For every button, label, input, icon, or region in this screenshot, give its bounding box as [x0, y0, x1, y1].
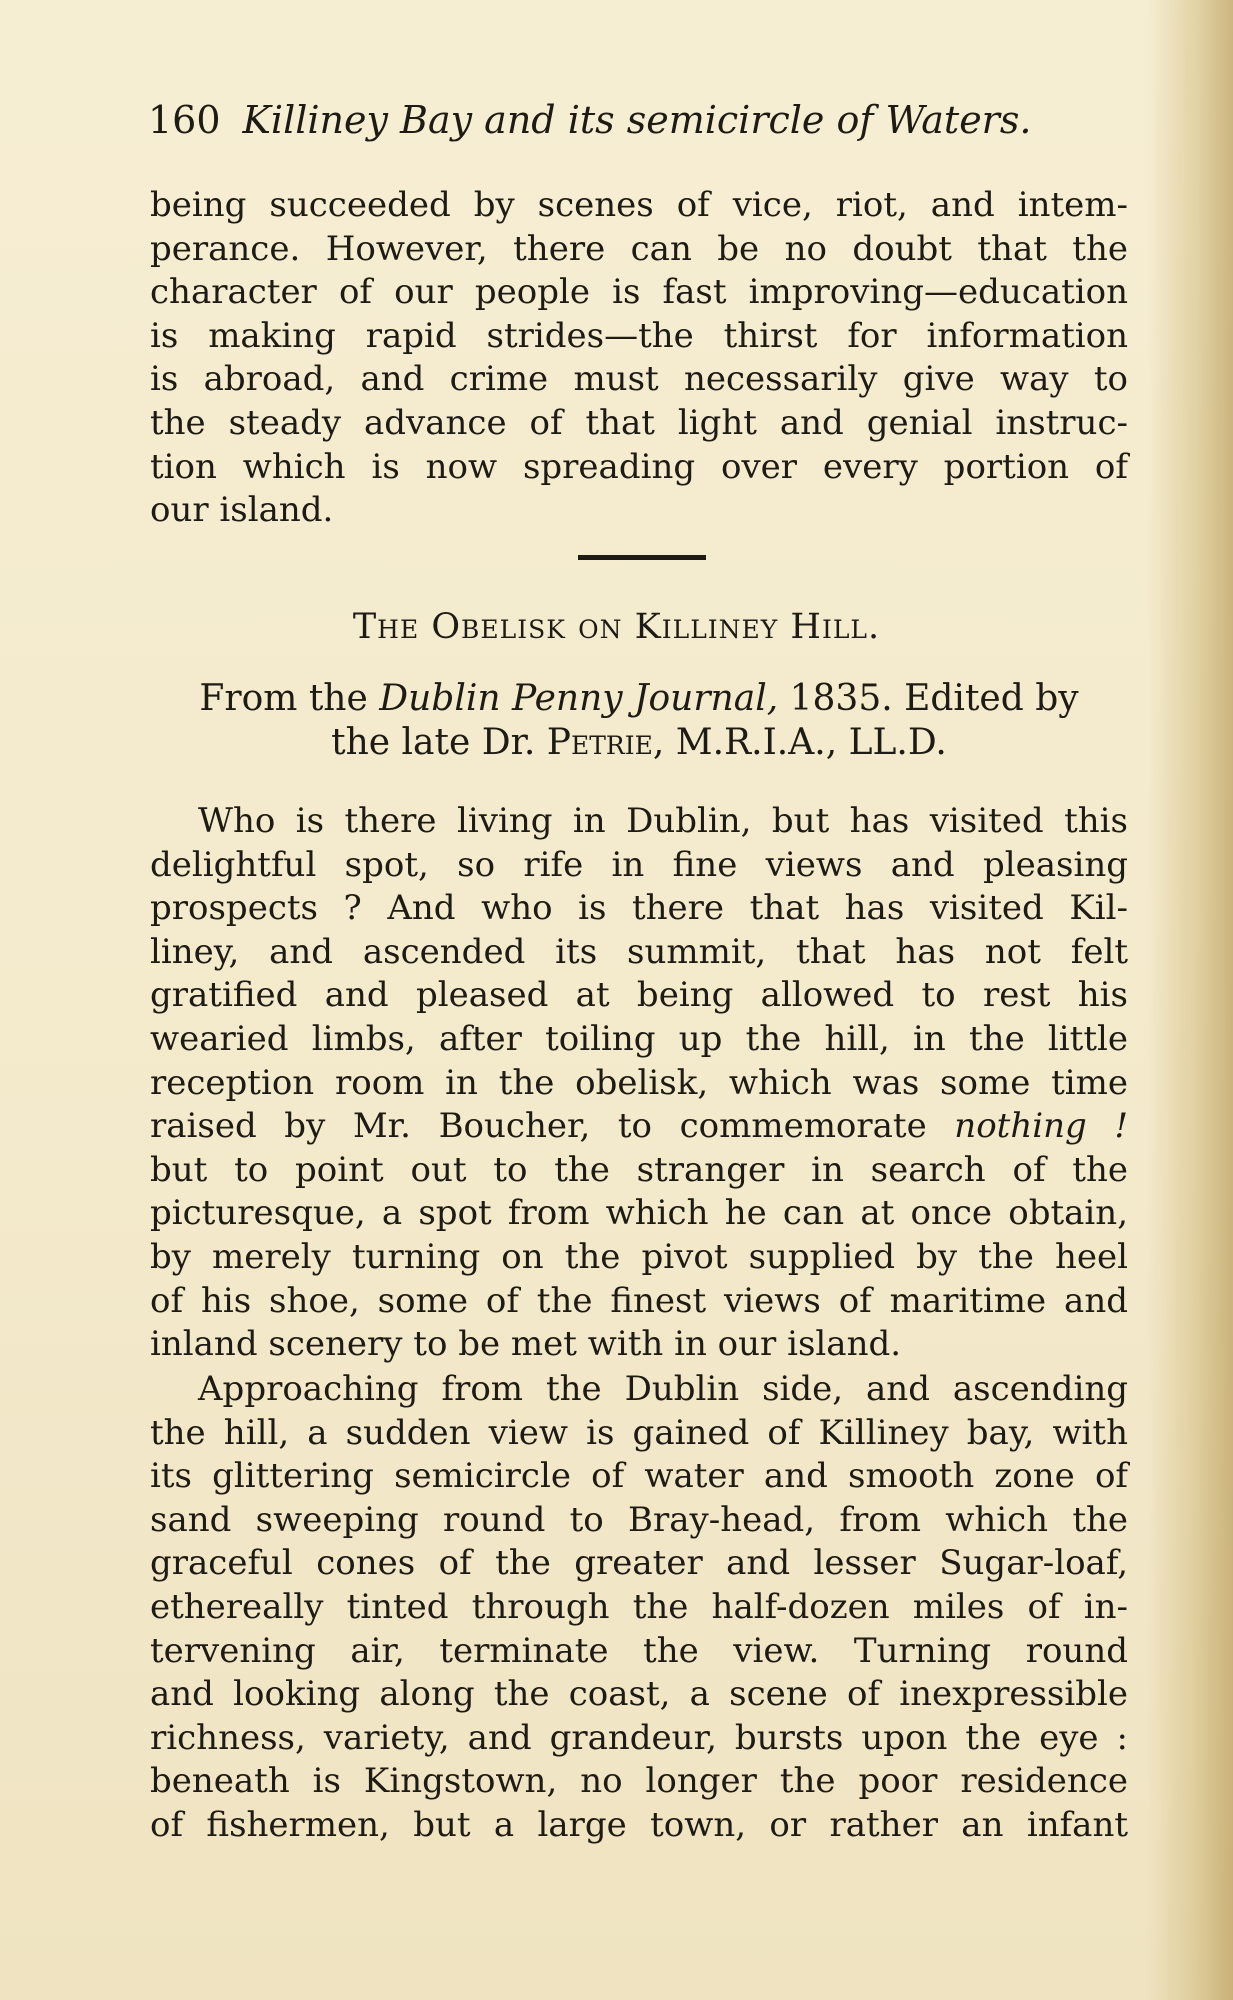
- source-citation: [150, 677, 1128, 765]
- text-line: our island.: [150, 490, 334, 531]
- paragraph-1: [150, 184, 1128, 533]
- text-line: by merely turning on the pivot supplied by the heel: [150, 1236, 1128, 1277]
- page-number: 160: [148, 98, 221, 142]
- section-divider-rule: [578, 555, 706, 560]
- source-suffix: 1835. Edited by: [778, 678, 1079, 719]
- source-line2-a: the late Dr.: [331, 722, 547, 763]
- emphasis-text: nothing !: [954, 1106, 1128, 1147]
- text-line: tervening air, terminate the view. Turning round: [150, 1630, 1128, 1671]
- source-prefix: From the: [199, 678, 380, 719]
- source-line2-b: , M.R.I.A., LL.D.: [652, 722, 947, 763]
- section-heading-text: The Obelisk on Killiney Hill.: [352, 607, 881, 647]
- running-title: Killiney Bay and its semicircle of Waters.: [242, 98, 1032, 142]
- text-line: [150, 1105, 1128, 1149]
- text-line: beneath is Kingstown, no longer the poor residence: [150, 1761, 1128, 1802]
- paragraph-3: [150, 1368, 1128, 1848]
- text-line: the steady advance of that light and genial instruc-: [150, 402, 1128, 443]
- source-author: Petrie: [546, 722, 653, 763]
- text-line: of fishermen, but a large town, or rather an infant: [150, 1804, 1128, 1845]
- text-line: richness, variety, and grandeur, bursts upon the eye :: [150, 1717, 1128, 1758]
- text-line: of his shoe, some of the finest views of maritime and: [150, 1280, 1128, 1321]
- text-line: its glittering semicircle of water and smooth zone of: [150, 1456, 1128, 1497]
- text-line: prospects ? And who is there that has visited Kil-: [150, 888, 1128, 929]
- text-line: and looking along the coast, a scene of inexpressible: [150, 1674, 1128, 1715]
- source-journal: Dublin Penny Journal,: [379, 678, 779, 719]
- section-heading: [0, 605, 1233, 649]
- text-line: wearied limbs, after toiling up the hill, in the little: [150, 1018, 1128, 1059]
- text-line: delightful spot, so rife in fine views and pleasing: [150, 844, 1128, 885]
- text-line: sand sweeping round to Bray-head, from which the: [150, 1499, 1128, 1540]
- text-line: tion which is now spreading over every portion of: [150, 446, 1128, 487]
- text-line: Who is there living in Dublin, but has visited this: [198, 801, 1128, 841]
- text-line: being succeeded by scenes of vice, riot, and intem-: [150, 185, 1128, 225]
- source-line-2: [150, 721, 1128, 765]
- text-line: the hill, a sudden view is gained of Killiney bay, with: [150, 1412, 1128, 1453]
- text-line: inland scenery to be met with in our island.: [150, 1324, 902, 1365]
- text-line: character of our people is fast improving—education: [150, 272, 1128, 313]
- text-line: reception room in the obelisk, which was some time: [150, 1062, 1128, 1103]
- text-line: but to point out to the stranger in search of the: [150, 1149, 1128, 1190]
- text-line: picturesque, a spot from which he can at once obtain,: [150, 1193, 1128, 1234]
- text-line: perance. However, there can be no doubt that the: [150, 228, 1128, 269]
- text-run: raised by Mr. Boucher, to commemorate: [150, 1106, 955, 1147]
- paragraph-2: [150, 800, 1128, 1367]
- text-line: gratified and pleased at being allowed to rest his: [150, 975, 1128, 1016]
- text-line: graceful cones of the greater and lesser Sugar-loaf,: [150, 1543, 1128, 1584]
- text-line: liney, and ascended its summit, that has not felt: [150, 931, 1128, 972]
- text-line: is making rapid strides—the thirst for information: [150, 315, 1128, 356]
- text-line: ethereally tinted through the half-dozen miles of in-: [150, 1586, 1128, 1627]
- source-line-1: [150, 677, 1128, 721]
- text-line: is abroad, and crime must necessarily give way to: [150, 359, 1128, 400]
- running-header: [148, 96, 1108, 144]
- text-line: Approaching from the Dublin side, and ascending: [198, 1369, 1128, 1409]
